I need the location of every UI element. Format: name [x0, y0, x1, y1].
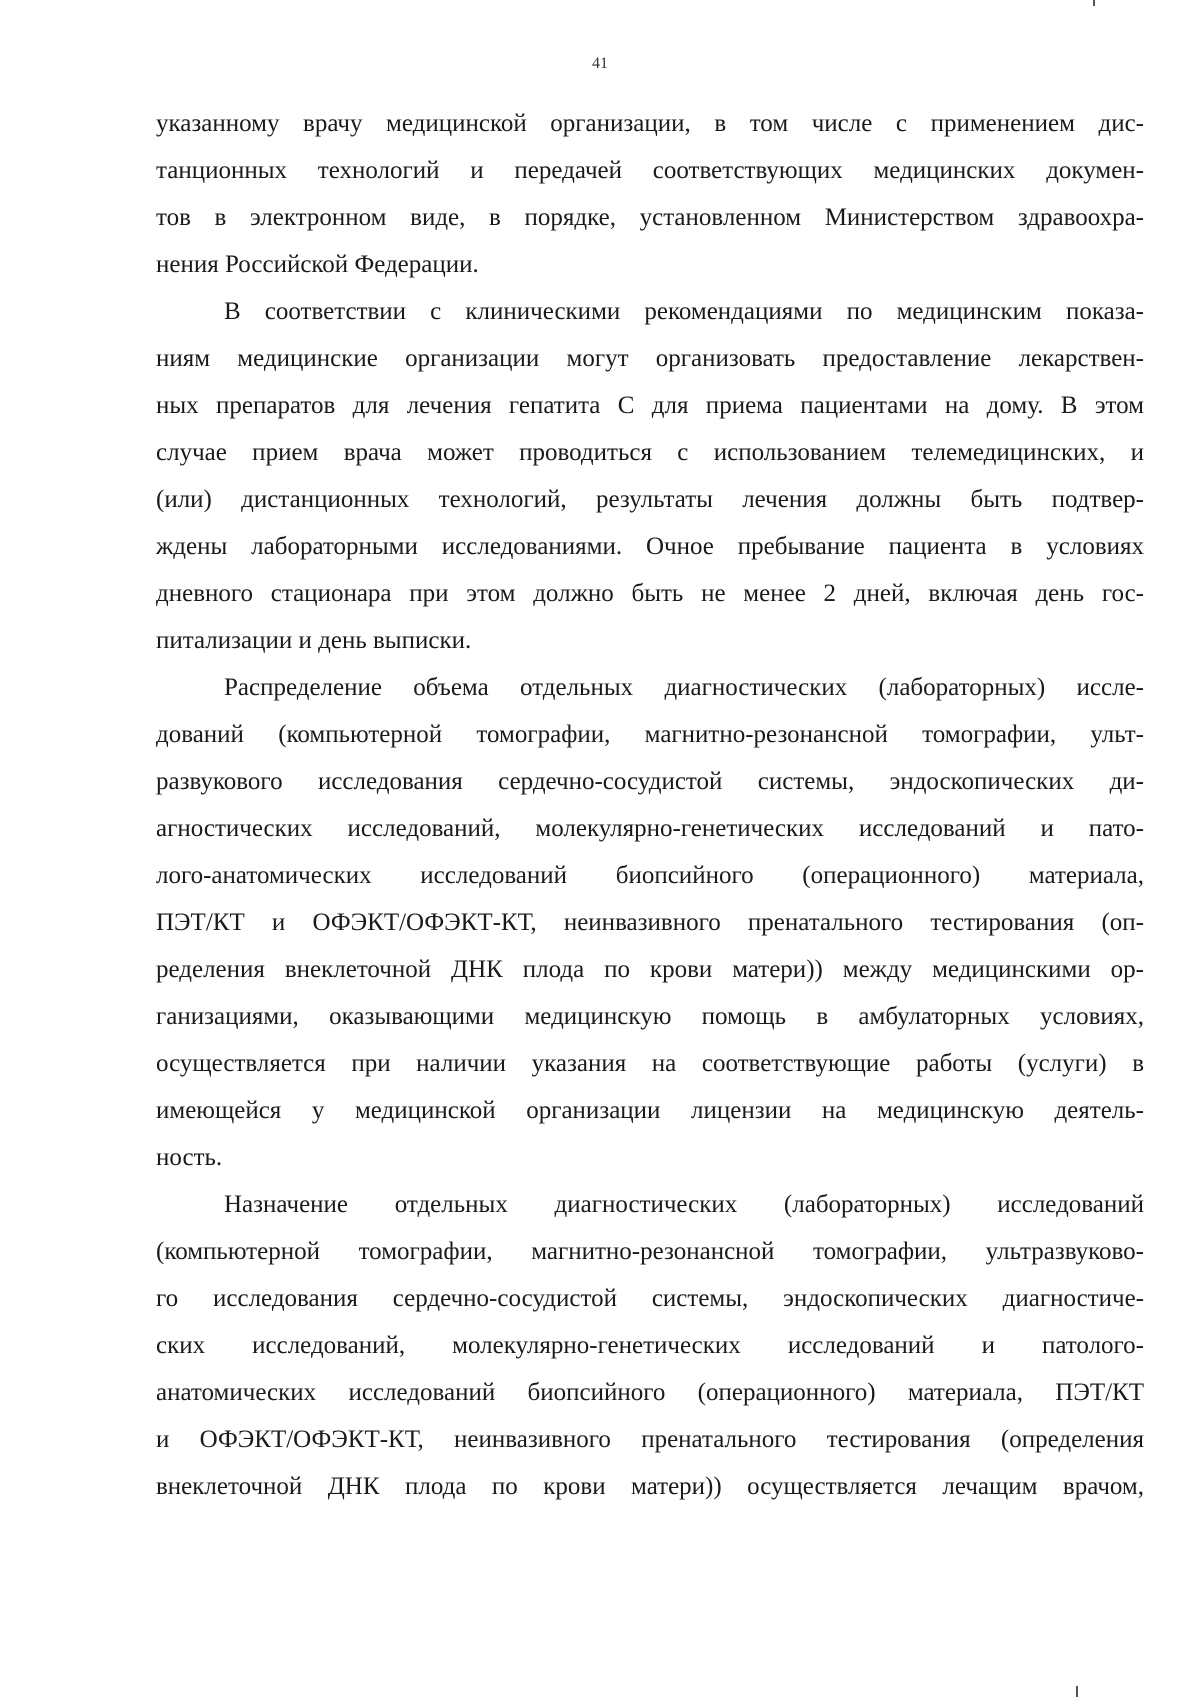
paragraph — [156, 288, 1144, 664]
paragraph — [156, 664, 1144, 1181]
text-line: осуществляется при наличии указания на соответствующие работы (услуги) в — [156, 1050, 1144, 1077]
text-line: дневного стационара при этом должно быть не менее 2 дней, включая день гос- — [156, 580, 1144, 607]
text-line: ганизациями, оказывающими медицинскую помощь в амбулаторных условиях, — [156, 1003, 1144, 1030]
text-line: го исследования сердечно-сосудистой системы, эндоскопических диагностиче- — [156, 1285, 1144, 1312]
text-line: В соответствии с клиническими рекомендациями по медицинским показа- — [224, 298, 1144, 325]
text-line: ных препаратов для лечения гепатита С для приема пациентами на дому. В этом — [156, 392, 1144, 419]
text-line: ределения внеклеточной ДНК плода по крови матери)) между медицинскими ор- — [156, 956, 1144, 983]
scan-mark — [1076, 1686, 1078, 1697]
text-line: нения Российской Федерации. — [156, 251, 479, 278]
text-line: Распределение объема отдельных диагностических (лабораторных) иссле- — [224, 674, 1144, 701]
body-text — [156, 100, 1144, 1510]
text-line: ность. — [156, 1144, 223, 1171]
text-line: (или) дистанционных технологий, результаты лечения должны быть подтвер- — [156, 486, 1144, 513]
page-number: 41 — [592, 55, 608, 72]
text-line: танционных технологий и передачей соответствующих медицинских докумен- — [156, 157, 1144, 184]
text-line: лого-анатомических исследований биопсийного (операционного) материала, — [156, 862, 1144, 889]
text-line: Назначение отдельных диагностических (лабораторных) исследований — [224, 1191, 1144, 1218]
text-line: развукового исследования сердечно-сосудистой системы, эндоскопических ди- — [156, 768, 1144, 795]
text-line: агностических исследований, молекулярно-генетических исследований и пато- — [156, 815, 1144, 842]
text-line: дований (компьютерной томографии, магнитно-резонансной томографии, ульт- — [156, 721, 1144, 748]
text-line: случае прием врача может проводиться с использованием телемедицинских, и — [156, 439, 1144, 466]
paragraph — [156, 1181, 1144, 1510]
text-line: внеклеточной ДНК плода по крови матери)) осуществляется лечащим врачом, — [156, 1473, 1144, 1500]
text-line: ских исследований, молекулярно-генетических исследований и патолого- — [156, 1332, 1144, 1359]
text-line: тов в электронном виде, в порядке, установленном Министерством здравоохра- — [156, 204, 1144, 231]
text-line: имеющейся у медицинской организации лицензии на медицинскую деятель- — [156, 1097, 1144, 1124]
paragraph — [156, 100, 1144, 288]
text-line: анатомических исследований биопсийного (операционного) материала, ПЭТ/КТ — [156, 1379, 1144, 1406]
text-line: указанному врачу медицинской организации, в том числе с применением дис- — [156, 110, 1144, 137]
text-line: ждены лабораторными исследованиями. Очное пребывание пациента в условиях — [156, 533, 1144, 560]
text-line: питализации и день выписки. — [156, 627, 472, 654]
text-line: и ОФЭКТ/ОФЭКТ-КТ, неинвазивного пренатального тестирования (определения — [156, 1426, 1144, 1453]
text-line: ниям медицинские организации могут организовать предоставление лекарствен- — [156, 345, 1144, 372]
text-line: (компьютерной томографии, магнитно-резонансной томографии, ультразвуково- — [156, 1238, 1144, 1265]
scan-mark — [1093, 0, 1095, 6]
text-line: ПЭТ/КТ и ОФЭКТ/ОФЭКТ-КТ, неинвазивного пренатального тестирования (оп- — [156, 909, 1144, 936]
